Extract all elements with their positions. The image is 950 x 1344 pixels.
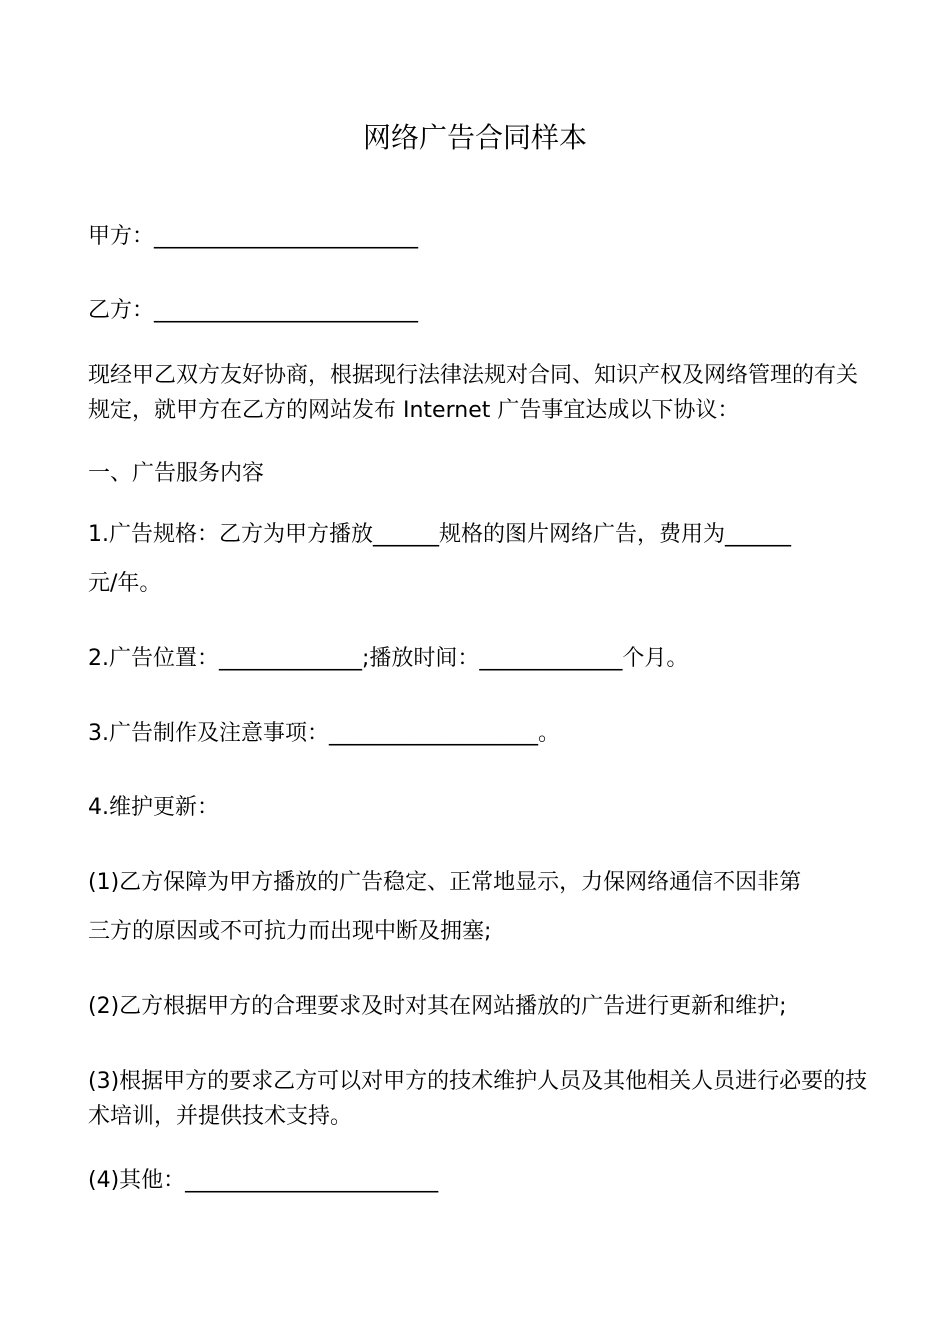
- document-title: 网络广告合同样本: [362, 121, 587, 154]
- intro-paragraph: 现经甲乙双方友好协商，根据现行法律法规对合同、知识产权及网络管理的有关规定，就甲方在乙方的网站发布 Internet 广告事宜达成以下协议：: [88, 363, 859, 423]
- sub-item-1-line-1: (1)乙方保障为甲方播放的广告稳定、正常地显示，力保网络通信不因非第: [88, 870, 802, 895]
- item-4: 4.维护更新：: [88, 795, 219, 820]
- item-1-line-2: 元/年。: [88, 571, 162, 596]
- sub-item-3: (3)根据甲方的要求乙方可以对甲方的技术维护人员及其他相关人员进行必要的技术培训，并提供技术支持。: [88, 1069, 868, 1129]
- section-1-heading: 一、广告服务内容: [88, 461, 265, 486]
- item-2: 2.广告位置：_____________;播放时间：_____________个月。: [88, 646, 689, 671]
- sub-item-1-line-2: 三方的原因或不可抗力而出现中断及拥塞;: [88, 919, 492, 944]
- sub-item-2: (2)乙方根据甲方的合理要求及时对其在网站播放的广告进行更新和维护;: [88, 994, 787, 1019]
- item-3: 3.广告制作及注意事项：___________________。: [88, 721, 560, 746]
- party-b-line: 乙方：________________________: [88, 298, 419, 323]
- item-1-line-1: 1.广告规格：乙方为甲方播放______规格的图片网络广告，费用为______: [88, 522, 791, 547]
- party-a-line: 甲方：________________________: [88, 224, 419, 249]
- sub-item-4: (4)其他：_______________________: [88, 1168, 439, 1193]
